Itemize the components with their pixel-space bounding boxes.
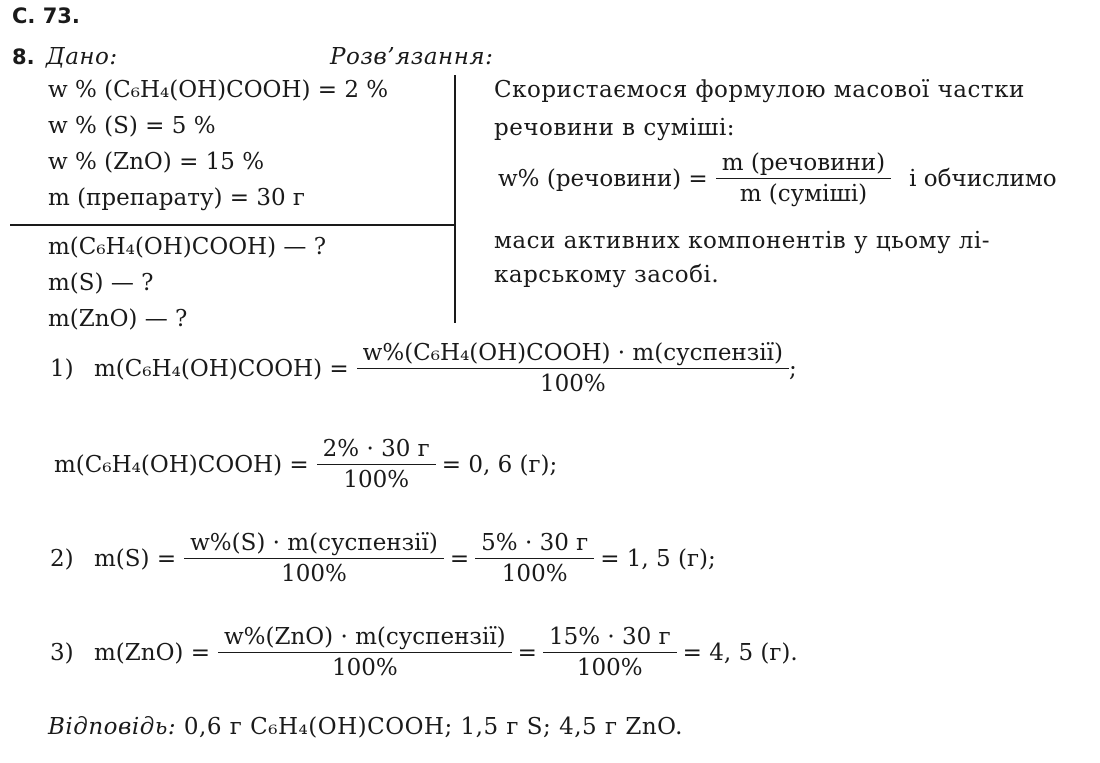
fraction-numerator: w%(C₆H₄(OH)COOH) · m(суспензії) [357, 340, 789, 369]
step-lhs: m(S) = [94, 545, 177, 572]
step-end: ; [789, 355, 797, 382]
step-label: 2) [50, 545, 74, 572]
vertical-divider [454, 75, 456, 323]
step-1-equation [50, 340, 797, 397]
intro-line: Скористаємося формулою масової частки [494, 77, 1025, 103]
task-number: 8. [12, 45, 35, 69]
fraction-denominator: 100% [576, 655, 643, 681]
step-fraction [475, 530, 594, 587]
formula-lhs: w% (речовини) = [498, 165, 708, 192]
unknown-item: m(S) — ? [48, 270, 154, 296]
intro-line: речовини в суміші: [494, 115, 736, 141]
fraction-numerator: 5% · 30 г [475, 530, 594, 559]
fraction-denominator: 100% [343, 467, 410, 493]
equals-sign: = [517, 639, 537, 666]
formula-fraction [716, 150, 891, 207]
step-lhs: m(ZnO) = [94, 639, 210, 666]
unknown-item: m(ZnO) — ? [48, 306, 188, 332]
formula-denominator: m (суміші) [739, 181, 868, 207]
fraction-numerator: w%(S) · m(суспензії) [184, 530, 444, 559]
solution-heading: Розв’язання: [330, 44, 494, 70]
step-lhs: m(C₆H₄(OH)COOH) = [54, 451, 309, 478]
step-lhs: m(C₆H₄(OH)COOH) = [94, 355, 349, 382]
fraction-denominator: 100% [281, 561, 347, 587]
mass-fraction-formula [498, 150, 1057, 207]
fraction-numerator: 15% · 30 г [543, 624, 677, 653]
formula-after: і обчислимо [909, 165, 1057, 192]
answer-text: 0,6 г C₆H₄(OH)COOH; 1,5 г S; 4,5 г ZnO. [183, 714, 683, 740]
fraction-denominator: 100% [331, 655, 398, 681]
horizontal-divider [10, 224, 456, 226]
given-item: w % (S) = 5 % [48, 113, 216, 139]
formula-numerator: m (речовини) [716, 150, 891, 179]
fraction-denominator: 100% [501, 561, 568, 587]
step-1-calculation [54, 436, 557, 493]
step-2-equation [50, 530, 716, 587]
answer-label: Відповідь: [48, 714, 177, 740]
fraction-denominator: 100% [539, 371, 606, 397]
unknown-item: m(C₆H₄(OH)COOH) — ? [48, 234, 327, 260]
step-result: = 4, 5 (г). [682, 639, 798, 666]
step-label: 3) [50, 639, 74, 666]
step-fraction [218, 624, 512, 681]
fraction-numerator: w%(ZnO) · m(суспензії) [218, 624, 512, 653]
given-item: w % (ZnO) = 15 % [48, 149, 265, 175]
step-fraction [357, 340, 789, 397]
step-fraction [317, 436, 436, 493]
step-result: = 0, 6 (г); [441, 451, 558, 478]
step-fraction [543, 624, 677, 681]
page-label: С. 73. [12, 4, 80, 28]
equals-sign: = [449, 545, 470, 572]
outro-line: маси активних компонентів у цьому лі- [494, 228, 991, 254]
answer-line [48, 714, 683, 740]
step-label: 1) [50, 355, 74, 382]
step-3-equation [50, 624, 798, 681]
given-heading: Дано: [46, 44, 118, 70]
step-result: = 1, 5 (г); [600, 545, 716, 572]
given-item: w % (C₆H₄(OH)COOH) = 2 % [48, 77, 389, 103]
given-item: m (препарату) = 30 г [48, 185, 305, 211]
fraction-numerator: 2% · 30 г [317, 436, 436, 465]
outro-line: карському засобі. [494, 262, 720, 288]
step-fraction [184, 530, 444, 587]
